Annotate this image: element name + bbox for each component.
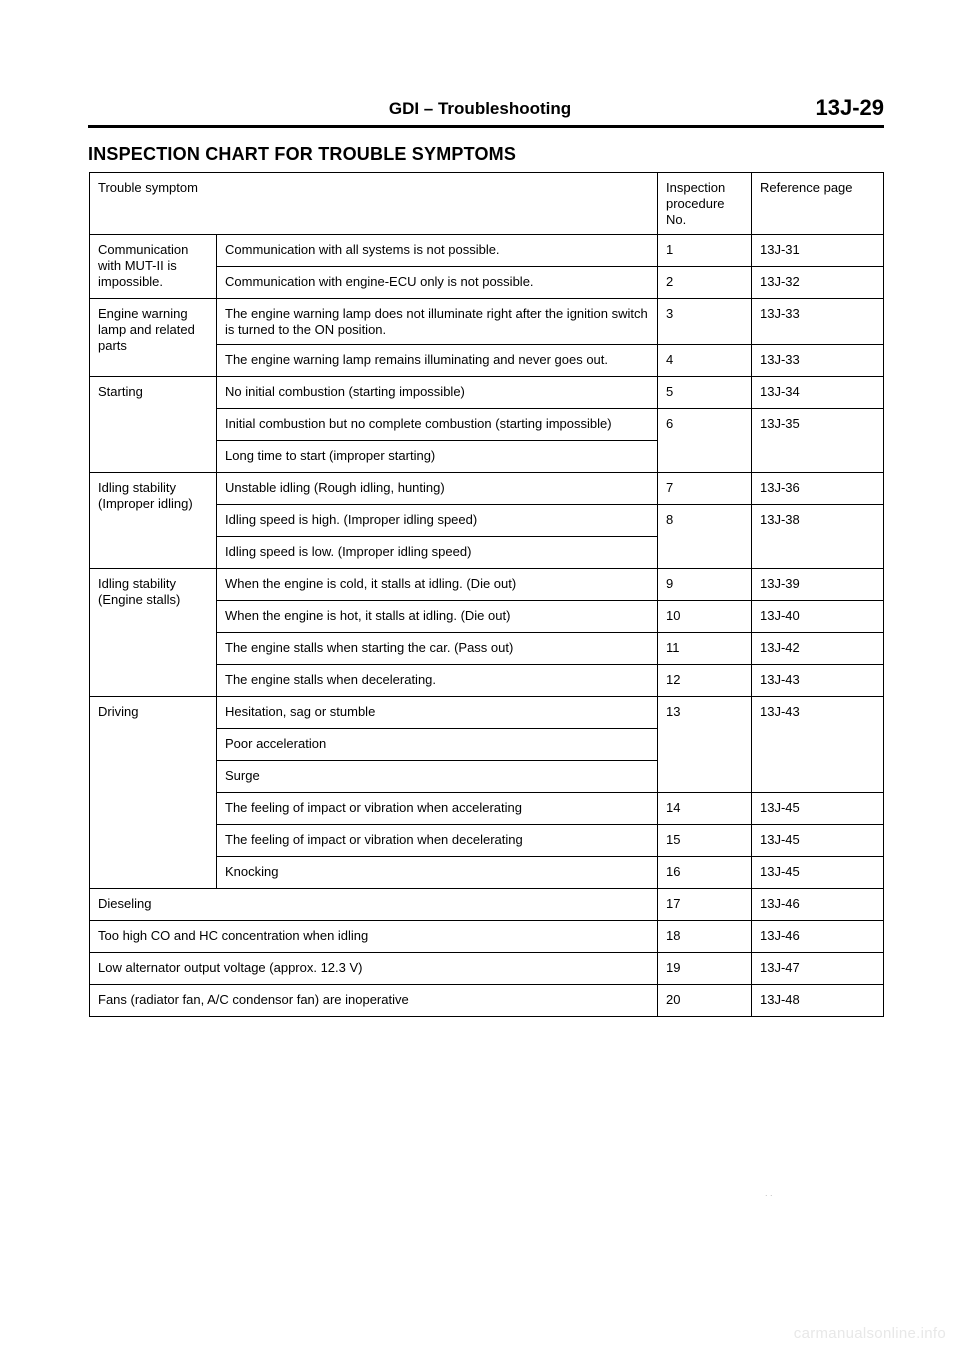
table-row <box>90 985 884 1017</box>
symptom-cell: No initial combustion (starting impossible) <box>217 377 658 409</box>
table-row <box>90 473 884 505</box>
procedure-cell: 15 <box>658 825 752 857</box>
symptom-cell: Dieseling <box>90 889 658 921</box>
procedure-cell: 5 <box>658 377 752 409</box>
table-row <box>90 569 884 601</box>
symptom-cell: Poor acceleration <box>217 729 658 761</box>
reference-cell: 13J-40 <box>752 601 884 633</box>
procedure-cell: 20 <box>658 985 752 1017</box>
category-cell: Engine warning lamp and related parts <box>90 299 217 377</box>
reference-cell: 13J-42 <box>752 633 884 665</box>
procedure-cell: 1 <box>658 235 752 267</box>
table-row <box>90 921 884 953</box>
symptom-cell: Surge <box>217 761 658 793</box>
reference-cell: 13J-45 <box>752 857 884 889</box>
procedure-cell: 14 <box>658 793 752 825</box>
symptom-cell: Hesitation, sag or stumble <box>217 697 658 729</box>
reference-cell: 13J-33 <box>752 299 884 345</box>
procedure-cell: 17 <box>658 889 752 921</box>
symptom-cell: The engine stalls when decelerating. <box>217 665 658 697</box>
inspection-chart-table <box>89 172 884 1017</box>
category-cell: Idling stability (Engine stalls) <box>90 569 217 697</box>
symptom-cell: Fans (radiator fan, A/C condensor fan) are inoperative <box>90 985 658 1017</box>
table-row <box>90 299 884 345</box>
reference-cell: 13J-45 <box>752 825 884 857</box>
page-number: 13J-29 <box>815 95 884 120</box>
procedure-cell: 18 <box>658 921 752 953</box>
procedure-cell: 12 <box>658 665 752 697</box>
procedure-cell: 8 <box>658 505 752 569</box>
symptom-cell: Idling speed is low. (Improper idling speed) <box>217 537 658 569</box>
reference-cell: 13J-35 <box>752 409 884 473</box>
procedure-cell: 4 <box>658 345 752 377</box>
reference-cell: 13J-47 <box>752 953 884 985</box>
header-rule <box>88 125 884 128</box>
category-cell: Starting <box>90 377 217 473</box>
symptom-cell: The feeling of impact or vibration when accelerating <box>217 793 658 825</box>
reference-cell: 13J-39 <box>752 569 884 601</box>
table-row <box>90 377 884 409</box>
procedure-cell: 3 <box>658 299 752 345</box>
symptom-cell: Long time to start (improper starting) <box>217 441 658 473</box>
reference-cell: 13J-46 <box>752 889 884 921</box>
symptom-cell: When the engine is cold, it stalls at idling. (Die out) <box>217 569 658 601</box>
table-row <box>90 953 884 985</box>
reference-cell: 13J-38 <box>752 505 884 569</box>
reference-cell: 13J-31 <box>752 235 884 267</box>
reference-cell: 13J-43 <box>752 697 884 793</box>
section-title: GDI – Troubleshooting <box>388 99 572 118</box>
procedure-cell: 10 <box>658 601 752 633</box>
header-inspection-procedure: Inspection procedure No. <box>658 173 752 235</box>
symptom-cell: Knocking <box>217 857 658 889</box>
symptom-cell: When the engine is hot, it stalls at idling. (Die out) <box>217 601 658 633</box>
procedure-cell: 19 <box>658 953 752 985</box>
category-cell: Communication with MUT-II is impossible. <box>90 235 217 299</box>
symptom-cell: Initial combustion but no complete combustion (starting impossible) <box>217 409 658 441</box>
symptom-cell: The engine warning lamp does not illuminate right after the ignition switch is turned to the ON position. <box>217 299 658 345</box>
procedure-cell: 6 <box>658 409 752 473</box>
reference-cell: 13J-32 <box>752 267 884 299</box>
watermark: carmanualsonline.info <box>793 1325 946 1342</box>
reference-cell: 13J-45 <box>752 793 884 825</box>
procedure-cell: 9 <box>658 569 752 601</box>
symptom-cell: The engine warning lamp remains illuminating and never goes out. <box>217 345 658 377</box>
table-row <box>90 235 884 267</box>
symptom-cell: Communication with engine-ECU only is not possible. <box>217 267 658 299</box>
symptom-cell: The engine stalls when starting the car. (Pass out) <box>217 633 658 665</box>
reference-cell: 13J-34 <box>752 377 884 409</box>
reference-cell: 13J-36 <box>752 473 884 505</box>
symptom-cell: Low alternator output voltage (approx. 12.3 V) <box>90 953 658 985</box>
procedure-cell: 7 <box>658 473 752 505</box>
category-cell: Idling stability (Improper idling) <box>90 473 217 569</box>
symptom-cell: Idling speed is high. (Improper idling speed) <box>217 505 658 537</box>
procedure-cell: 2 <box>658 267 752 299</box>
category-cell: Driving <box>90 697 217 889</box>
procedure-cell: 13 <box>658 697 752 793</box>
symptom-cell: Communication with all systems is not possible. <box>217 235 658 267</box>
header-trouble-symptom: Trouble symptom <box>90 173 658 235</box>
reference-cell: 13J-46 <box>752 921 884 953</box>
table-row <box>90 697 884 729</box>
chart-title: INSPECTION CHART FOR TROUBLE SYMPTOMS <box>88 144 517 164</box>
procedure-cell: 16 <box>658 857 752 889</box>
scan-speck: . . <box>765 1188 773 1198</box>
table-header-row <box>90 173 884 235</box>
reference-cell: 13J-43 <box>752 665 884 697</box>
table-row <box>90 889 884 921</box>
procedure-cell: 11 <box>658 633 752 665</box>
reference-cell: 13J-33 <box>752 345 884 377</box>
symptom-cell: The feeling of impact or vibration when decelerating <box>217 825 658 857</box>
reference-cell: 13J-48 <box>752 985 884 1017</box>
symptom-cell: Unstable idling (Rough idling, hunting) <box>217 473 658 505</box>
header-reference-page: Reference page <box>752 173 884 235</box>
symptom-cell: Too high CO and HC concentration when idling <box>90 921 658 953</box>
